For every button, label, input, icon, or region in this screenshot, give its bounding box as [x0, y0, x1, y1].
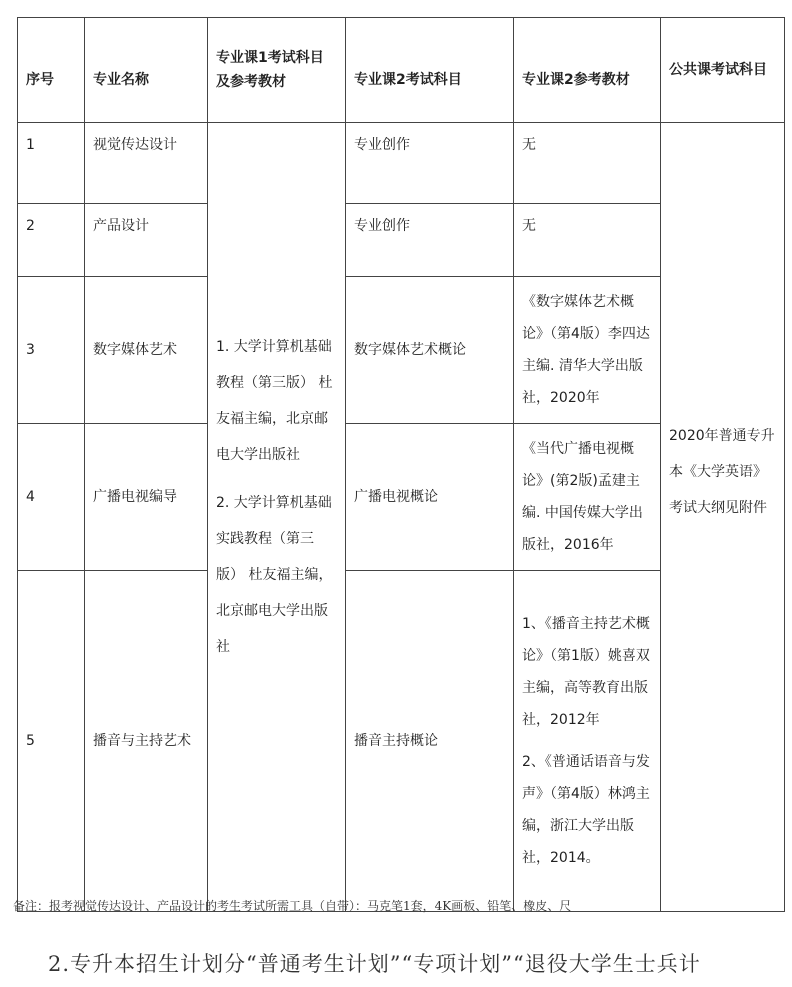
row-course2: 播音主持概论	[346, 571, 514, 912]
table-header-row	[18, 18, 785, 123]
body-paragraph: 2.专升本招生计划分“普通考生计划”“专项计划”“退役大学生士兵计	[48, 952, 701, 976]
row-course2: 专业创作	[346, 204, 514, 277]
ref-item-1: 1、《播音主持艺术概论》（第1版）姚喜双主编，高等教育出版社，2012年	[522, 616, 650, 728]
row-no: 1	[18, 123, 85, 204]
course1-text-2: 2. 大学计算机基础实践教程（第三版） 杜友福主编，北京邮电大学出版社	[216, 495, 333, 655]
header-course1: 专业课1考试科目及参考教材	[208, 18, 346, 123]
header-course2: 专业课2考试科目	[346, 18, 514, 123]
header-no: 序号	[18, 18, 85, 123]
header-major: 专业名称	[85, 18, 208, 123]
row-ref: 《数字媒体艺术概论》（第4版）李四达主编. 清华大学出版社，2020年	[514, 277, 661, 424]
row-course2: 数字媒体艺术概论	[346, 277, 514, 424]
row-no: 2	[18, 204, 85, 277]
table-row	[18, 123, 785, 204]
row-ref: 《当代广播电视概论》(第2版)孟建主编. 中国传媒大学出版社，2016年	[514, 424, 661, 571]
header-course2-ref: 专业课2参考教材	[514, 18, 661, 123]
table-note: 备注：报考视觉传达设计、产品设计的考生考试所需工具（自带）：马克笔1套，4K画板、铅笔、橡皮、尺	[13, 899, 572, 913]
row-no: 4	[18, 424, 85, 571]
row-major: 数字媒体艺术	[85, 277, 208, 424]
course1-cell	[208, 123, 346, 912]
row-major: 产品设计	[85, 204, 208, 277]
row-ref	[514, 571, 661, 912]
row-ref: 无	[514, 123, 661, 204]
row-no: 3	[18, 277, 85, 424]
row-course2: 专业创作	[346, 123, 514, 204]
row-no: 5	[18, 571, 85, 912]
header-public: 公共课考试科目	[661, 18, 785, 123]
row-major: 视觉传达设计	[85, 123, 208, 204]
course1-text-1: 1. 大学计算机基础教程（第三版） 杜友福主编，北京邮电大学出版社	[216, 339, 333, 463]
row-ref: 无	[514, 204, 661, 277]
ref-item-2: 2、《普通话语音与发声》（第4版）林鸿主编，浙江大学出版社，2014。	[522, 754, 650, 866]
row-course2: 广播电视概论	[346, 424, 514, 571]
public-cell	[661, 123, 785, 912]
public-text: 2020年普通专升本《大学英语》考试大纲见附件	[669, 428, 775, 516]
row-major: 播音与主持艺术	[85, 571, 208, 912]
exam-subject-table	[17, 17, 785, 912]
row-major: 广播电视编导	[85, 424, 208, 571]
